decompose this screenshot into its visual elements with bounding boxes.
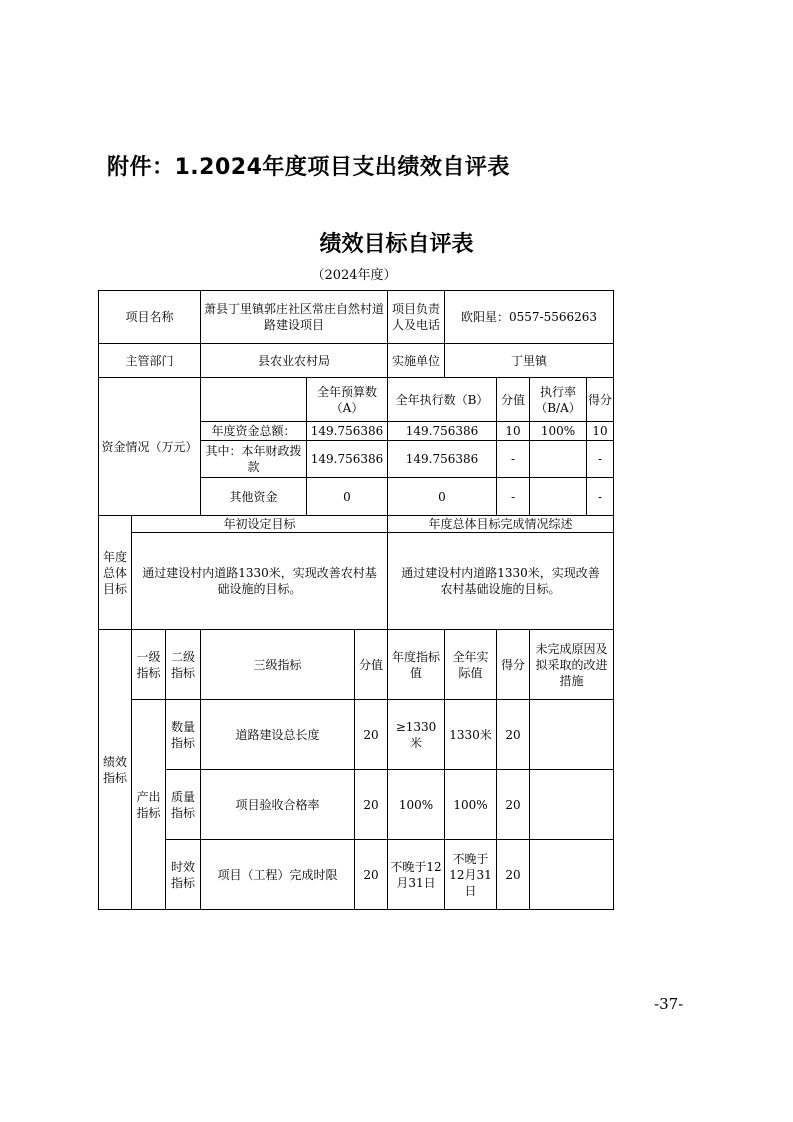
funds-row-value: 10 [497, 422, 530, 441]
funds-row-rate [530, 441, 587, 477]
funds-row-exec: 149.756386 [388, 422, 497, 441]
indicators-header-actual: 全年实际值 [445, 630, 497, 700]
indicators-header-level2: 二级指标 [166, 630, 201, 700]
funds-row-rate [530, 478, 587, 515]
indicator-level3: 项目验收合格率 [201, 770, 355, 840]
project-contact-label: 项目负责人及电话 [388, 291, 445, 344]
indicator-level1: 产出指标 [132, 700, 166, 910]
indicator-row [99, 700, 614, 770]
indicators-label: 绩效指标 [99, 630, 132, 910]
indicator-target: 100% [388, 770, 445, 840]
indicator-level2: 质量指标 [166, 770, 201, 840]
funds-row-budget: 149.756386 [307, 441, 388, 478]
dept-value: 县农业农村局 [201, 344, 388, 378]
project-contact: 欧阳星：0557-5566263 [445, 291, 614, 344]
indicators-header-reason: 未完成原因及拟采取的改进措施 [530, 630, 614, 700]
performance-table [98, 290, 614, 910]
indicator-actual: 不晚于12月31日 [445, 840, 497, 910]
project-name: 萧县丁里镇郭庄社区常庄自然村道路建设项目 [201, 291, 388, 344]
funds-row-label: 年度资金总额： [201, 422, 307, 441]
goals-header-initial: 年初设定目标 [132, 516, 388, 533]
indicator-level2: 时效指标 [166, 840, 201, 910]
indicator-target: ≥1330米 [388, 700, 445, 770]
indicator-score: 20 [497, 770, 530, 840]
indicator-score: 20 [497, 700, 530, 770]
goals-header-summary: 年度总体目标完成情况综述 [388, 516, 614, 533]
funds-row-budget: 149.756386 [307, 422, 388, 441]
funds-header-exec: 全年执行数（B） [388, 378, 497, 422]
page-number: -37- [654, 995, 684, 1013]
funds-row-score: - [597, 452, 603, 466]
indicator-reason [530, 770, 614, 840]
funds-header-rate: 执行率（B/A） [530, 378, 587, 421]
indicators-header-level3: 三级指标 [201, 630, 355, 700]
funds-row-exec: 149.756386 [388, 441, 497, 478]
funds-row-rate: 100% [530, 422, 587, 440]
table-title: 绩效目标自评表 [319, 232, 474, 257]
indicators-header-value: 分值 [355, 630, 388, 700]
indicator-actual: 1330米 [445, 700, 497, 770]
impl-value: 丁里镇 [445, 344, 614, 378]
funds-header-score: 得分 [587, 392, 612, 407]
indicator-row [99, 840, 614, 910]
indicators-header-target: 年度指标值 [388, 630, 445, 700]
funds-row-score: 10 [592, 424, 608, 438]
indicator-level3: 项目（工程）完成时限 [201, 840, 355, 910]
indicator-target: 不晚于12月31日 [388, 840, 445, 910]
indicator-reason [530, 700, 614, 770]
indicators-header-level1: 一级指标 [132, 630, 166, 700]
indicator-value: 20 [355, 700, 388, 770]
goals-summary: 通过建设村内道路1330米，实现改善农村基础设施的目标。 [388, 533, 614, 630]
project-name-label: 项目名称 [99, 291, 201, 344]
funds-header-blank [201, 378, 307, 422]
indicator-actual: 100% [445, 770, 497, 840]
goals-label: 年度总体目标 [99, 516, 132, 630]
funds-row-rate-score [530, 441, 614, 478]
funds-row-label: 其他资金 [201, 478, 307, 516]
dept-label: 主管部门 [99, 344, 201, 378]
indicator-value: 20 [355, 840, 388, 910]
funds-row-rate-score [530, 478, 614, 516]
attachment-heading: 附件：1.2024年度项目支出绩效自评表 [107, 155, 510, 180]
indicator-row [99, 770, 614, 840]
year-note: （2024年度） [311, 268, 397, 283]
indicator-score: 20 [497, 840, 530, 910]
funds-row-value: - [497, 441, 530, 478]
funds-label: 资金情况（万元） [99, 378, 201, 516]
funds-header-budget: 全年预算数（A） [307, 378, 388, 422]
goals-initial: 通过建设村内道路1330米，实现改善农村基础设施的目标。 [132, 533, 388, 630]
funds-row-score: - [597, 489, 603, 504]
funds-row-rate-score [530, 422, 614, 441]
indicator-reason [530, 840, 614, 910]
funds-row-label: 其中：本年财政拨款 [201, 441, 307, 478]
impl-label: 实施单位 [388, 344, 445, 378]
funds-header-rate-score [530, 378, 614, 422]
funds-row-exec: 0 [388, 478, 497, 516]
indicators-header-score: 得分 [497, 630, 530, 700]
indicator-level2: 数量指标 [166, 700, 201, 770]
funds-header-value: 分值 [497, 378, 530, 422]
indicator-value: 20 [355, 770, 388, 840]
funds-row-value: - [497, 478, 530, 516]
indicator-level3: 道路建设总长度 [201, 700, 355, 770]
funds-row-budget: 0 [307, 478, 388, 516]
